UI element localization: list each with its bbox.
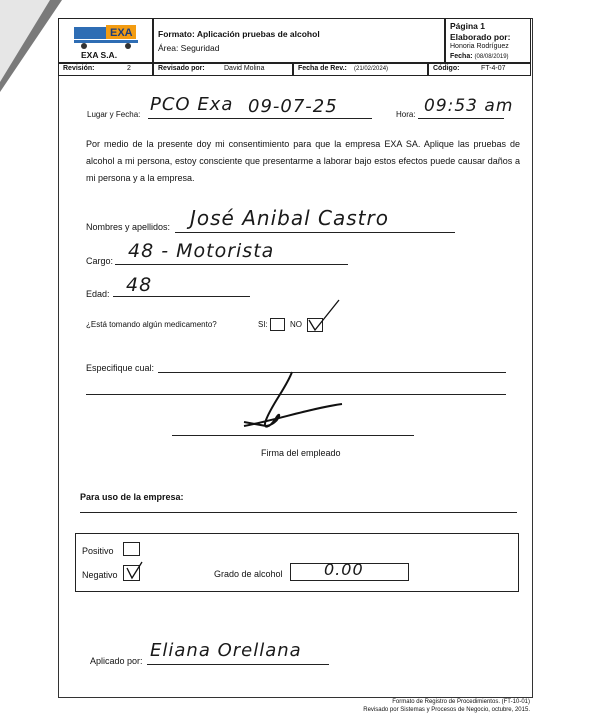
- hora-label: Hora:: [396, 110, 416, 119]
- aplicado-line: [147, 664, 329, 665]
- grado-label: Grado de alcohol: [214, 569, 283, 579]
- elaborado-label: Elaborado por:: [450, 32, 511, 42]
- footer-line-2: Revisado por Sistemas y Procesos de Negocio, octubre, 2015.: [363, 707, 530, 713]
- lugar-line: [148, 118, 372, 119]
- footer-line-1: Formato de Registro de Procedimientos. (FT-10-01): [392, 699, 530, 705]
- nombres-value: José Anibal Castro: [190, 206, 389, 230]
- si-checkbox[interactable]: [270, 318, 285, 331]
- codigo-cell: [428, 63, 531, 76]
- no-label: NO: [290, 320, 302, 329]
- fecha-value: 09-07-25: [248, 96, 338, 117]
- form-border: [58, 18, 533, 698]
- page-info-cell: [445, 18, 531, 63]
- form-area: Área: Seguridad: [158, 43, 220, 53]
- revision-label: Revisión:: [63, 65, 95, 72]
- lugar-label: Lugar y Fecha:: [87, 110, 141, 119]
- page-fold-highlight: [0, 0, 50, 82]
- fecha-rev-cell: [293, 63, 428, 76]
- medicamento-label: ¿Está tomando algún medicamento?: [86, 320, 217, 329]
- revisado-label: Revisado por:: [158, 65, 205, 72]
- si-label: SI:: [258, 320, 268, 329]
- fecha-elaborado: Fecha: (08/08/2019): [450, 53, 509, 60]
- aplicado-value: Eliana Orellana: [150, 640, 302, 661]
- negativo-label: Negativo: [82, 570, 118, 580]
- positivo-label: Positivo: [82, 546, 114, 556]
- cargo-value: 48 - Motorista: [128, 240, 275, 262]
- grado-value: 0.00: [324, 560, 364, 579]
- cargo-line: [115, 264, 348, 265]
- empresa-title: Para uso de la empresa:: [80, 492, 184, 502]
- negativo-check-mark: [124, 560, 146, 582]
- hora-line: [418, 118, 504, 119]
- title-cell: [153, 18, 445, 63]
- logo-cell: [58, 18, 153, 63]
- cargo-label: Cargo:: [86, 256, 114, 266]
- revision-cell: [58, 63, 153, 76]
- fecha-rev-value: (21/02/2024): [354, 66, 389, 72]
- firma-label: Firma del empleado: [261, 448, 341, 458]
- page-number: Página 1: [450, 21, 485, 31]
- revisado-value: David Molina: [224, 65, 265, 72]
- company-name: EXA S.A.: [81, 50, 118, 60]
- edad-label: Edad:: [86, 289, 110, 299]
- firma-line: [172, 435, 414, 436]
- empresa-line: [80, 512, 517, 513]
- logo-text: EXA: [110, 27, 133, 39]
- positivo-checkbox[interactable]: [123, 542, 140, 556]
- hora-value: 09:53 am: [424, 96, 514, 116]
- codigo-value: FT-4-07: [481, 65, 506, 72]
- especifique-label: Especifique cual:: [86, 363, 155, 373]
- lugar-value: PCO Exa: [150, 94, 234, 115]
- form-header: [58, 18, 531, 76]
- codigo-label: Código:: [433, 65, 460, 72]
- aplicado-label: Aplicado por:: [90, 656, 143, 666]
- nombres-line: [175, 232, 455, 233]
- revisado-cell: [153, 63, 293, 76]
- nombres-label: Nombres y apellidos:: [86, 222, 171, 232]
- edad-line: [113, 296, 250, 297]
- revision-value: 2: [127, 65, 131, 72]
- consent-paragraph: Por medio de la presente doy mi consentimiento para que la empresa EXA SA. Aplique las pruebas de alcohol a mi persona, estoy consciente que presentarme a laborar bajo estos efectos puede causar daños a mi persona y a la empresa.: [86, 139, 520, 183]
- employee-signature: [236, 368, 366, 438]
- elaborado-name: Honoria Rodríguez: [450, 43, 509, 50]
- edad-value: 48: [126, 274, 153, 296]
- fecha-rev-label: Fecha de Rev.:: [298, 65, 347, 72]
- no-check-mark: [303, 298, 343, 334]
- form-title: Formato: Aplicación pruebas de alcohol: [158, 29, 320, 39]
- company-logo: [60, 21, 153, 53]
